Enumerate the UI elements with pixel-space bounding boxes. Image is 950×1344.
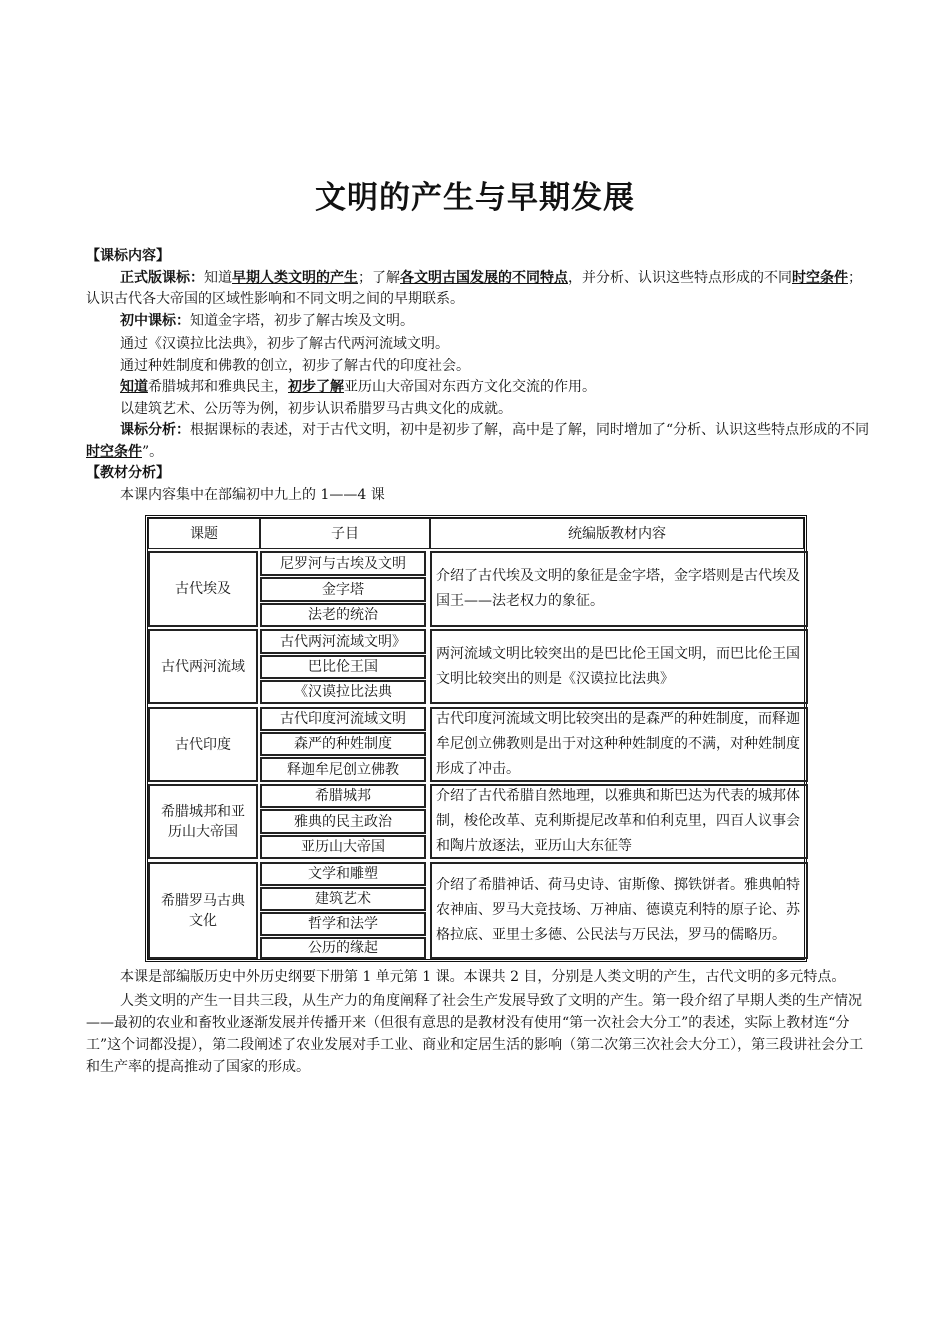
table-topic-greece-alexander: 希腊城邦和亚历山大帝国 <box>148 784 258 859</box>
analysis-paragraph <box>86 420 870 463</box>
official-label: 正式版课标： <box>120 269 204 286</box>
page-title: 文明的产生与早期发展 <box>315 180 635 216</box>
table-desc-mesopotamia: 两河流域文明比较突出的是巴比伦王国文明，而巴比伦王国文明比较突出的则是《汉谟拉比法典》 <box>430 629 808 704</box>
greek-text-1: 希腊城邦和雅典民主， <box>148 379 288 395</box>
table-header-subtopic: 子目 <box>260 518 430 549</box>
table-subtopic: 文学和雕塑 <box>260 862 426 886</box>
table-subtopic: 哲学和法学 <box>260 912 426 936</box>
india-line: 通过种姓制度和佛教的创立，初步了解古代的印度社会。 <box>120 357 470 374</box>
table-header-content: 统编版教材内容 <box>430 518 804 549</box>
table-subtopic: 释迦牟尼创立佛教 <box>260 757 426 782</box>
official-standard-paragraph <box>86 268 870 311</box>
junior-label: 初中课标： <box>120 312 190 329</box>
official-text-1: 知道 <box>204 269 232 286</box>
table-subtopic: 公历的缘起 <box>260 937 426 959</box>
table-subtopic: 法老的统治 <box>260 603 426 627</box>
rome-line: 以建筑艺术、公历等为例，初步认识希腊罗马古典文化的成就。 <box>120 400 512 417</box>
table-subtopic: 建筑艺术 <box>260 887 426 911</box>
official-underline-3: 时空条件 <box>792 269 848 286</box>
jiaocai-heading: 【教材分析】 <box>86 465 170 481</box>
textbook-table <box>145 515 807 962</box>
table-subtopic: 《汉谟拉比法典 <box>260 680 426 704</box>
jiaocai-intro: 本课内容集中在部编初中九上的 1——4 课 <box>120 486 385 503</box>
greek-text-2: 亚历山大帝国对东西方文化交流的作用。 <box>344 379 596 395</box>
body-paragraph-1: 本课是部编版历史中外历史纲要下册第 1 单元第 1 课。本课共 2 目，分别是人类文明的产生，古代文明的多元特点。 <box>120 969 846 985</box>
official-text-4: ；认识古代各大帝国的区域性影响和不同文明之间的早期联系。 <box>86 269 862 307</box>
table-desc-egypt: 介绍了古代埃及文明的象征是金字塔，金字塔则是古代埃及国王——法老权力的象征。 <box>430 551 808 627</box>
analysis-text-1: 根据课标的表述，对于古代文明，初中是初步了解，高中是了解，同时增加了“分析、认识这些特点形成的不同 <box>190 422 870 438</box>
table-desc-india: 古代印度河流域文明比较突出的是森严的种姓制度，而释迦牟尼创立佛教则是出于对这种种姓制度的不满，对种姓制度形成了冲击。 <box>430 707 808 782</box>
hammurabi-line: 通过《汉谟拉比法典》，初步了解古代两河流域文明。 <box>120 336 449 352</box>
table-subtopic: 雅典的民主政治 <box>260 809 426 834</box>
table-topic-india: 古代印度 <box>148 707 258 782</box>
table-subtopic: 古代两河流域文明》 <box>260 629 426 654</box>
greek-underline-2: 初步了解 <box>288 379 344 395</box>
analysis-body <box>86 966 870 1078</box>
official-text-3: ，并分析、认识这些特点形成的不同 <box>568 269 792 286</box>
analysis-text-2: ”。 <box>142 443 164 460</box>
official-underline-2: 各文明古国发展的不同特点 <box>400 269 568 286</box>
greek-underline-1: 知道 <box>120 379 148 395</box>
table-subtopic: 古代印度河流域文明 <box>260 707 426 731</box>
body-paragraph-2: 人类文明的产生一目共三段，从生产力的角度阐释了社会生产发展导致了文明的产生。第一段介绍了早期人类的生产情况——最初的农业和畜牧业逐渐发展并传播开来（但很有意思的是教材没有使用“第一次社会大分工”的表述，实际上教材连“分工”这个词都没提），第二段阐述了农业发展对手工业、商业和定居生活的影响（第二次第三次社会大分工），第三段讲社会分工和生产率的提高推动了国家的形成。 <box>86 993 864 1075</box>
table-subtopic: 金字塔 <box>260 577 426 602</box>
table-desc-classical-culture: 介绍了希腊神话、荷马史诗、宙斯像、掷铁饼者。雅典帕特农神庙、罗马大竞技场、万神庙、德谟克利特的原子论、苏格拉底、亚里士多德、公民法与万民法，罗马的儒略历。 <box>430 862 808 959</box>
analysis-label: 课标分析： <box>120 422 190 438</box>
official-text-2: ；了解 <box>358 269 400 286</box>
table-subtopic: 亚历山大帝国 <box>260 835 426 859</box>
kebiao-heading: 【课标内容】 <box>86 248 170 264</box>
table-subtopic: 尼罗河与古埃及文明 <box>260 551 426 576</box>
official-underline-1: 早期人类文明的产生 <box>232 269 358 286</box>
table-subtopic: 森严的种姓制度 <box>260 732 426 756</box>
junior-standard-line <box>86 311 870 333</box>
kebiao-section <box>86 246 870 506</box>
greek-line <box>86 377 870 399</box>
table-desc-greece-alexander: 介绍了古代希腊自然地理，以雅典和斯巴达为代表的城邦体制，梭伦改革、克利斯提尼改革和伯利克里，四百人议事会和陶片放逐法，亚历山大东征等 <box>430 784 808 859</box>
table-header-topic: 课题 <box>148 518 260 549</box>
junior-text: 知道金字塔，初步了解古埃及文明。 <box>190 312 414 329</box>
analysis-underline: 时空条件 <box>86 443 142 460</box>
table-subtopic: 希腊城邦 <box>260 784 426 808</box>
table-topic-mesopotamia: 古代两河流域 <box>148 629 258 704</box>
table-topic-egypt: 古代埃及 <box>148 551 258 627</box>
table-topic-classical-culture: 希腊罗马古典文化 <box>148 862 258 959</box>
table-subtopic: 巴比伦王国 <box>260 655 426 679</box>
